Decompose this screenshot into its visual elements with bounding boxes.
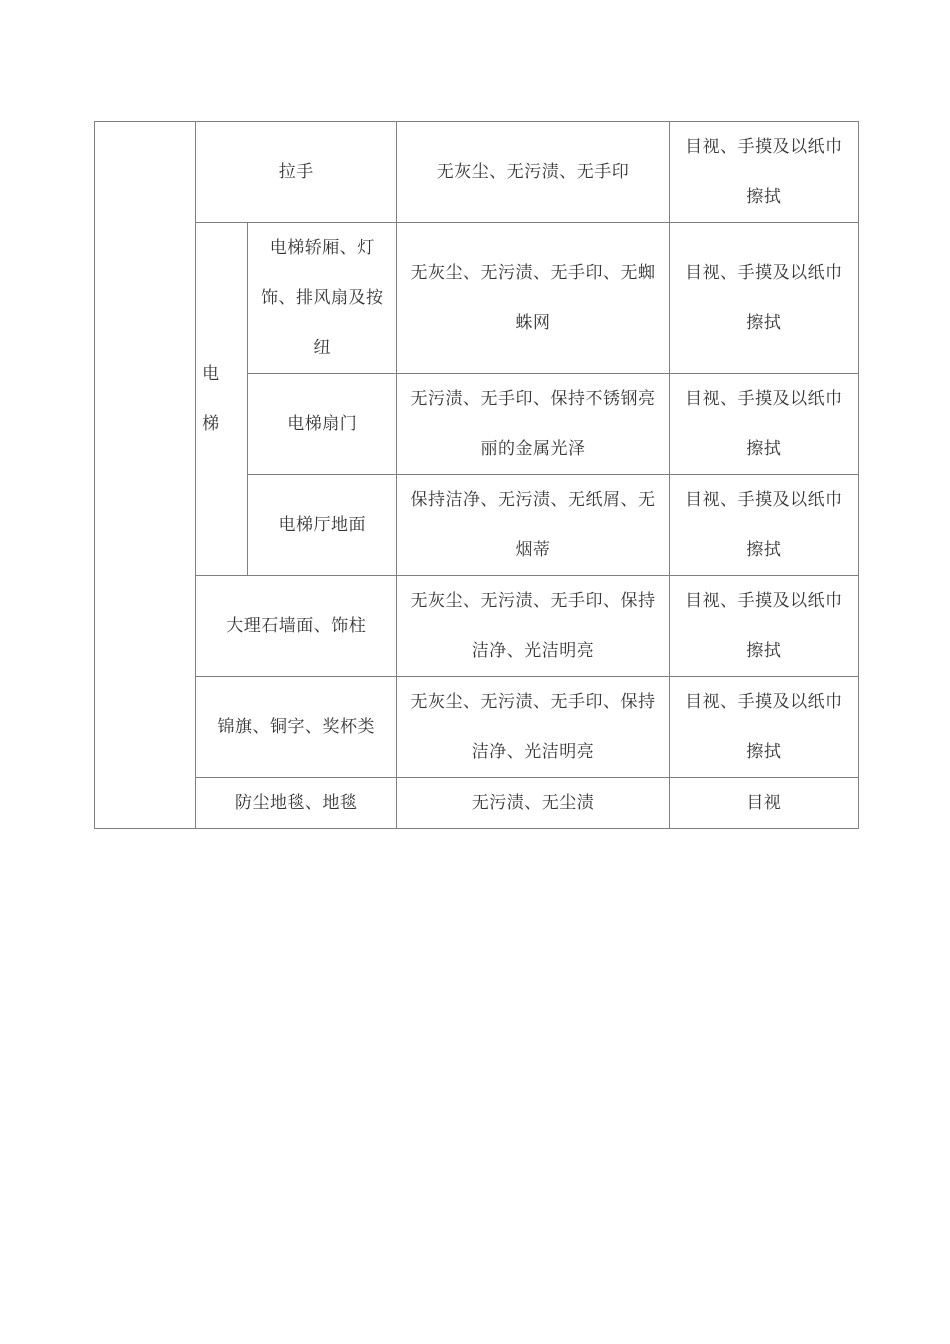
standard-text: 无灰尘、无污渍、无手印、保持洁净、光洁明亮 <box>410 692 656 762</box>
method-cell <box>669 576 858 677</box>
item-text: 电梯轿厢、灯饰、排风扇及按纽 <box>261 238 384 358</box>
method-text: 目视、手摸及以纸巾擦拭 <box>685 389 843 459</box>
standard-cell <box>397 778 669 829</box>
method-cell <box>669 223 858 374</box>
standard-text: 无污渍、无手印、保持不锈钢亮丽的金属光泽 <box>410 389 656 459</box>
method-text: 目视 <box>746 793 782 813</box>
item-text: 防尘地毯、地毯 <box>235 793 358 813</box>
standard-text: 无灰尘、无污渍、无手印、保持洁净、光洁明亮 <box>410 591 656 661</box>
item-text: 电梯厅地面 <box>278 515 367 535</box>
group-char: 电 <box>202 364 220 384</box>
method-text: 目视、手摸及以纸巾擦拭 <box>685 692 843 762</box>
method-cell <box>669 122 858 223</box>
standard-text: 无灰尘、无污渍、无手印 <box>436 162 630 182</box>
standard-text: 无污渍、无尘渍 <box>471 793 595 813</box>
table-row <box>95 677 859 778</box>
standard-cell <box>397 374 669 475</box>
item-cell <box>196 778 397 829</box>
method-cell <box>669 475 858 576</box>
standard-cell <box>397 122 669 223</box>
method-text: 目视、手摸及以纸巾擦拭 <box>685 263 843 333</box>
method-cell <box>669 374 858 475</box>
item-cell <box>196 122 397 223</box>
standard-text: 保持洁净、无污渍、无纸屑、无烟蒂 <box>410 490 656 560</box>
standard-cell <box>397 223 669 374</box>
item-text: 电梯扇门 <box>287 414 358 434</box>
table-row <box>95 223 859 374</box>
item-cell <box>196 576 397 677</box>
standard-cell <box>397 677 669 778</box>
method-text: 目视、手摸及以纸巾擦拭 <box>685 591 843 661</box>
item-text: 大理石墙面、饰柱 <box>226 616 367 636</box>
table-row <box>95 122 859 223</box>
group-cell-elevator <box>196 223 248 576</box>
standard-text: 无灰尘、无污渍、无手印、无蜘蛛网 <box>410 263 656 333</box>
method-text: 目视、手摸及以纸巾擦拭 <box>685 137 843 207</box>
area-cell-empty <box>95 122 196 829</box>
group-char: 梯 <box>202 414 220 434</box>
standard-cell <box>397 576 669 677</box>
item-cell <box>248 223 397 374</box>
method-cell <box>669 778 858 829</box>
method-cell <box>669 677 858 778</box>
item-cell <box>248 374 397 475</box>
method-text: 目视、手摸及以纸巾擦拭 <box>685 490 843 560</box>
standard-cell <box>397 475 669 576</box>
item-text: 拉手 <box>278 162 314 182</box>
cleaning-standards-table <box>94 121 859 829</box>
item-cell <box>196 677 397 778</box>
item-cell <box>248 475 397 576</box>
item-text: 锦旗、铜字、奖杯类 <box>217 717 375 737</box>
table-row <box>95 576 859 677</box>
table-row <box>95 778 859 829</box>
